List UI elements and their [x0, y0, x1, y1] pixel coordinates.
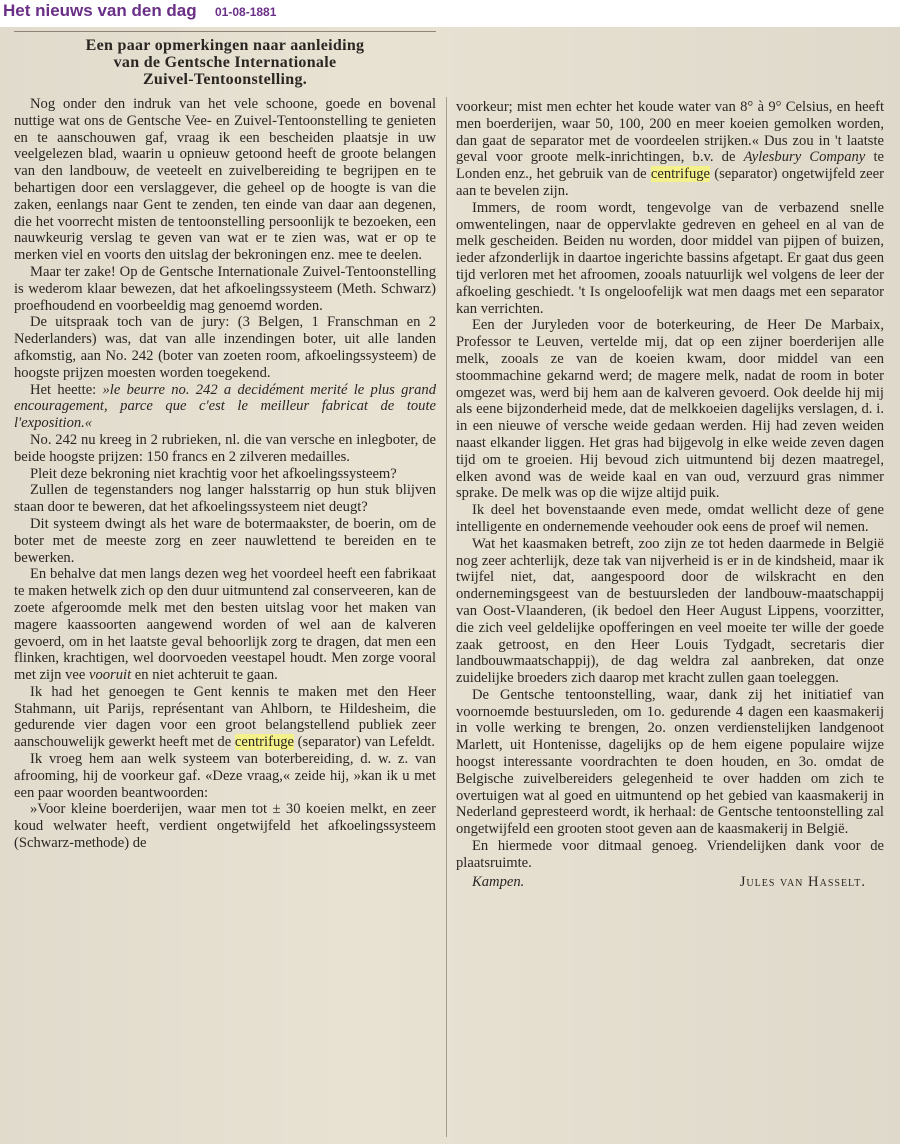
column-right	[456, 99, 884, 890]
place-name: Kampen.	[472, 873, 525, 890]
column-divider	[446, 97, 447, 1137]
search-highlight: centrifuge	[650, 166, 711, 183]
text-run: te Londen enz., het gebruik van de	[456, 149, 885, 183]
header-bar	[0, 0, 900, 26]
newspaper-title: Het nieuws van den dag	[3, 1, 197, 20]
text-run: En behalve dat men langs dezen weg het voordeel heeft een fabrikaat te maken hetwelk zich op den duur uitmuntend zal conserveeren, kan de zoete afgeroomde melk met den besten uitslag voor het maken van magere kaassoorten aangewend worden of wel aan de kalveren gevoerd, om in het laatste geval behoorlijk zorg te dragen, dat men een flinken, krachtigen, wel doorvoeden veestapel houdt. Men zorge vooral met zijn vee	[14, 566, 436, 684]
paragraph: Zullen de tegenstanders nog langer halsstarrig op hun stuk blijven staan door te beweren, dat het afkoelingssysteem niet deugt?	[14, 482, 436, 516]
paragraph: De uitspraak toch van de jury: (3 Belgen, 1 Franschman en 2 Nederlanders) was, dat van alle inzendingen boter, uit alle landen afkomstig, aan No. 242 (boter van zoeten room, afkoelingssysteem) de hoogste prijzen moesten worden toegekend.	[14, 314, 436, 381]
article-title	[14, 37, 436, 88]
text-run: voorkeur; mist men echter het koude water van 8° à 9° Celsius, en heeft men boerderijen, waar 50, 100, 200 en meer koeien gemolken worden, dan gaat de separator met de voordeelen strijken.« Dus zou in 't laatste geval voor groote melk-inrichtingen, b.v. de	[456, 99, 884, 166]
newspaper-clipping	[0, 27, 900, 1144]
french-quote: »le beurre no. 242 a decidément merité le plus grand encouragement, parce que c'est le meilleur fabricat de toute l'exposition.«	[14, 381, 436, 432]
paragraph: Nog onder den indruk van het vele schoone, goede en bovenal nuttige wat ons de Gentsche Vee- en Zuivel-Tentoonstelling te genieten en te aanschouwen gaf, vraag ik een bescheiden plaatsje in uw veelgelezen blad, waarin u opnieuw getoond heeft de groote belangen van den landbouw, de veeteelt en zuivelbereiding te begrijpen en te behartigen door een verslaggever, die geheel op de hoogte is van die zaken, eenlangs naar Gent te zenden, ten einde van daar aan degenen, die het voorrecht misten de tentoonstelling persoonlijk te bezoeken, een nauwkeurig verslag te geven van wat er te zien was, wat er op te merken viel en voorts den uitslag der bekroningen enz. mee te deelen.	[14, 96, 436, 264]
title-line: van de Gentsche Internationale	[113, 54, 337, 71]
paragraph: Immers, de room wordt, tengevolge van de verbazend snelle omwentelingen, naar de oppervlakte gedreven en geheel en al van de melk gescheiden. Beiden nu worden, door middel van pijpen of buizen, ieder afzonderlijk in daartoe ingerichte bassins afgetapt. Er gaat dus geen tijd verloren met het afroomen, zooals natuurlijk wel volgens de leer der afkoeling geschiedt. 't Is ongeloofelijk wat men daags met een separator kan verrichten.	[456, 199, 884, 317]
italic-word: vooruit	[88, 667, 132, 684]
author-name: Jules van Hasselt.	[739, 873, 866, 890]
search-highlight: centrifuge	[234, 734, 295, 751]
paragraph: De Gentsche tentoonstelling, waar, dank zij het initiatief van voornoemde bestuursleden, om 1o. gedurende 4 dagen een kaasmakerij in volle werking te brengen, 2o. onzen verdienstelijken landgenoot Marlett, uit Hontenisse, dagelijks op de hem eigene populaire wijze hoogst interessante voordrachten te doen houden, en 3o. omdat de Belgische zuivelbereiders gelegenheid te over hadden om zich te overtuigen wat al goed en uitmuntend op het gebied van kaasmakerij in Nederland gepresteerd wordt, ik herhaal: de Gentsche tentoonstelling zal ongetwijfeld een grooten stoot geven aan de kaasmakerij in België.	[456, 686, 884, 838]
text-run: (separator) van Lefeldt.	[294, 734, 436, 751]
paragraph: »Voor kleine boerderijen, waar men tot ± 30 koeien melkt, en zeer koud welwater heeft, verdient ongetwijfeld het afkoelingssysteem (Schwarz-methode) de	[14, 801, 436, 852]
paragraph: Ik vroeg hem aan welk systeem van boterbereiding, d. w. z. van afrooming, hij de voorkeur gaf. «Deze vraag,« zeide hij, »kan ik u met een paar woorden beantwoorden:	[14, 751, 436, 801]
signature-line	[456, 874, 884, 891]
paragraph: Pleit deze bekroning niet krachtig voor het afkoelingssysteem?	[30, 465, 397, 482]
publication-date: 01-08-1881	[215, 5, 277, 19]
text-run: (separator) ongetwijfeld zeer aan te bevelen zijn.	[456, 166, 884, 199]
paragraph	[14, 382, 436, 432]
top-rule	[14, 31, 436, 32]
column-left	[14, 35, 436, 852]
paragraph: No. 242 nu kreeg in 2 rubrieken, nl. die van versche en inlegboter, de beide hoogste prijzen: 150 francs en 2 zilveren medailles.	[14, 431, 436, 465]
text-run: en niet achteruit te gaan.	[131, 667, 278, 684]
paragraph: Wat het kaasmaken betreft, zoo zijn ze tot heden daarmede in België nog zeer achterlijk, deze tak van nijverheid is er in de kindsheid, maar ik twijfel niet, dat, aangespoord door de wilskracht en den ondernemingsgeest van de bestuursleden der landbouw-maatschappij van Oost-Vlaanderen, (ik bedoel den Heer August Lippens, voorzitter, die zich veel geldelijke opofferingen en veel moeite ter wille der goede zaak getroost, en den Heer Louis Tydgadt, secretaris dier landbouwmaatschappij), de dag weldra zal aanbreken, dat onze zuidelijke broeders zich daarop met kracht zullen gaan toeleggen.	[456, 535, 884, 687]
italic-name: Aylesbury Company	[743, 149, 866, 166]
paragraph: Dit systeem dwingt als het ware de botermaakster, de boerin, om de boter met de meeste zorg en zeer nauwlettend te bereiden en te bewerken.	[14, 515, 436, 566]
title-line: Zuivel-Tentoonstelling.	[142, 71, 308, 88]
paragraph	[456, 99, 884, 200]
text-run: Het heette:	[30, 381, 103, 398]
paragraph: Maar ter zake! Op de Gentsche Internationale Zuivel-Tentoonstelling is wederom klaar bewezen, dat het afkoelingssysteem (Meth. Schwarz) proefhoudend en voorbeeldig mag genoemd worden.	[14, 263, 436, 314]
text-run: Ik had het genoegen te Gent kennis te maken met den Heer Stahmann, uit Parijs, représentant van Ahlborn, te Hildesheim, die gedurende vier dagen voor een groot belangstellend publiek zeer aanschouwelijk gewerkt heeft met de	[14, 683, 436, 751]
paragraph: En hiermede voor ditmaal genoeg. Vriendelijken dank voor de plaatsruimte.	[456, 838, 884, 871]
paragraph	[14, 566, 436, 684]
title-line: Een paar opmerkingen naar aanleiding	[85, 37, 365, 54]
paragraph: Een der Juryleden voor de boterkeuring, de Heer De Marbaix, Professor te Leuven, vertelde mij, dat op een zijner boerderijen alle melk, zooals ze van de koeien kwam, door middel van een stoommachine gekarnd werd; de magere melk, nadat de room in boter omgezet was, werd bij hem aan de kalveren gevoerd. Ook deelde hij mij als eene bijzonderheid mede, dat de melkkoeien dagelijks verslagen, d. i. in een nieuwe of versche weide gedaan werden. Hij had zeven weiden naast elkander liggen. Het gras had bijgevolg in elke weide zeven dagen tijd om te groeien. Hij bevoud zich uitmuntend bij dezen maatregel, elken avond was de weide kaal en van oud, verzuurd gras nimmer sprake. De melk was op die wijze altijd puik.	[456, 317, 884, 502]
paragraph: Ik deel het bovenstaande even mede, omdat wellicht deze of gene intelligente en ondernemende veehouder ook eens de proef wil nemen.	[456, 502, 884, 535]
paragraph	[14, 684, 436, 751]
